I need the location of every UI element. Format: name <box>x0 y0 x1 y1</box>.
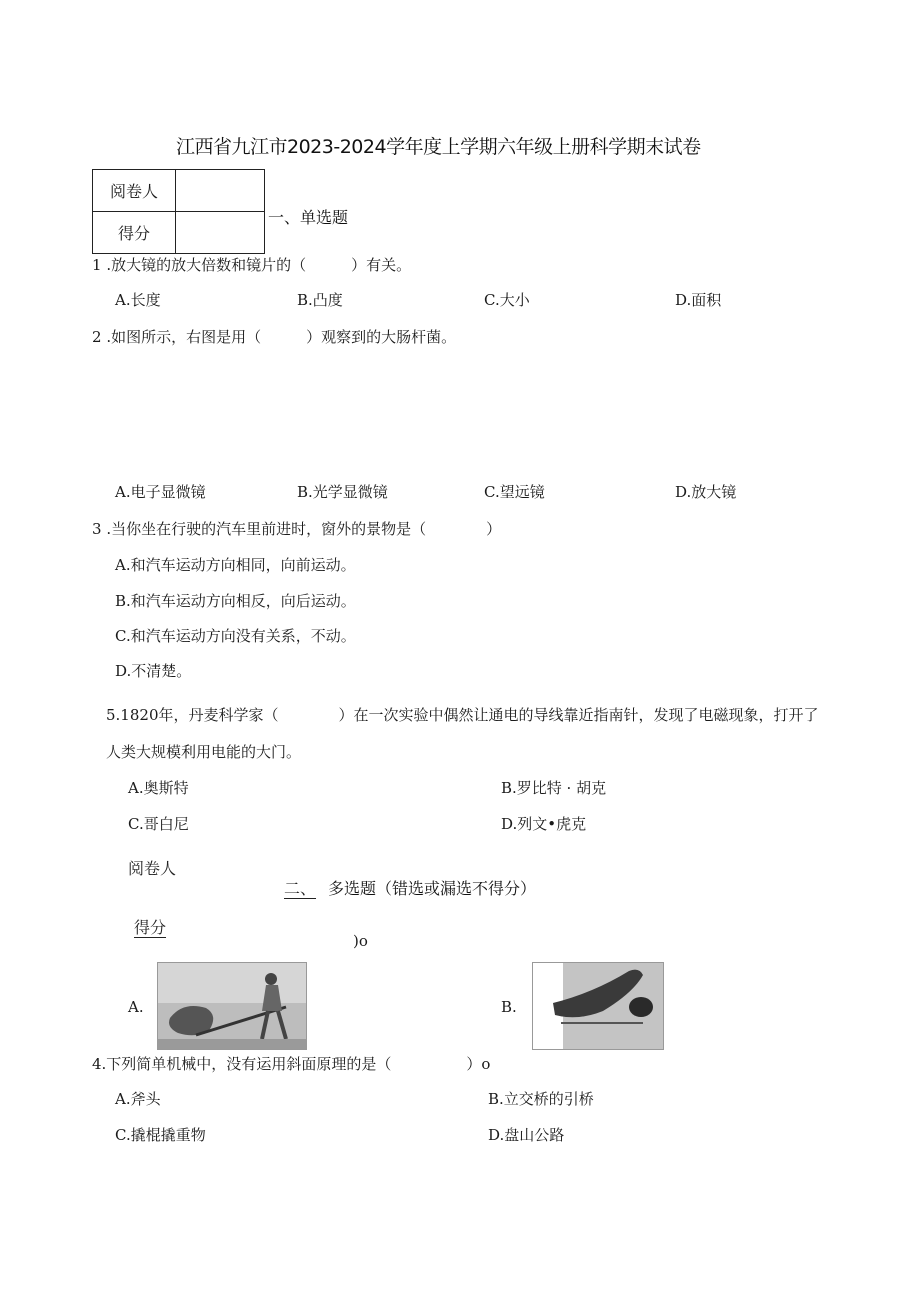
image-option-b-label: B. <box>501 998 517 1016</box>
page-title: 江西省九江市2023-2024学年度上学期六年级上册科学期末试卷 <box>176 136 701 158</box>
q3-option-d: D.不清楚。 <box>115 662 192 680</box>
q4-stem: 4.下列简单机械中，没有运用斜面原理的是（ ）o <box>92 1055 491 1073</box>
q2-option-d: D.放大镜 <box>675 483 737 501</box>
section2-prefix: 二、 <box>284 879 317 898</box>
q5-stem-line2: 人类大规模利用电能的大门。 <box>106 743 302 761</box>
q3-option-c: C.和汽车运动方向没有关系，不动。 <box>115 627 356 645</box>
reviewer-cell <box>176 170 265 212</box>
q5-stem-line1: 5.1820年，丹麦科学家（ ）在一次实验中偶然让通电的导线靠近指南针，发现了电磁现象，打开了 <box>106 706 819 724</box>
q1-option-d: D.面积 <box>675 291 722 309</box>
stapler-photo-icon <box>532 962 664 1050</box>
stapler-drawing <box>533 963 663 1049</box>
q3-number: 3 <box>92 520 102 538</box>
score-table <box>92 169 265 254</box>
q3-text: .当你坐在行驶的汽车里前进时，窗外的景物是（ ） <box>106 520 502 538</box>
q3-stem <box>92 518 501 539</box>
score-label: 得分 <box>93 212 176 254</box>
q3-option-a: A.和汽车运动方向相同，向前运动。 <box>115 556 356 574</box>
q5-option-a: A.奥斯特 <box>128 779 189 797</box>
q1-option-c: C.大小 <box>484 291 530 309</box>
q1-text: .放大镜的放大倍数和镜片的（ ）有关。 <box>106 256 412 274</box>
section2-score-label: 得分 <box>134 918 167 937</box>
q2-stem <box>92 326 456 347</box>
q2-option-a: A.电子显微镜 <box>115 483 206 501</box>
q3-option-b: B.和汽车运动方向相反，向后运动。 <box>115 592 356 610</box>
q2-option-c: C.望远镜 <box>484 483 545 501</box>
q5-option-c: C.哥白尼 <box>128 815 189 833</box>
score-cell <box>176 212 265 254</box>
q5-option-d: D.列文•虎克 <box>501 815 587 833</box>
q2-text: .如图所示，右图是用（ ）观察到的大肠杆菌。 <box>106 328 457 346</box>
q2-number: 2 <box>92 328 102 346</box>
q1-option-b: B.凸度 <box>297 291 343 309</box>
stray-fragment: )o <box>353 932 368 950</box>
section2-heading: 多选题（错选或漏选不得分） <box>328 879 537 898</box>
q2-option-b: B.光学显微镜 <box>297 483 388 501</box>
section1-heading: 一、单选题 <box>268 208 349 227</box>
q4-option-d: D.盘山公路 <box>488 1126 565 1144</box>
q4-option-b: B.立交桥的引桥 <box>488 1090 594 1108</box>
q1-number: 1 <box>92 256 102 274</box>
lever-worker-photo-icon <box>157 962 307 1050</box>
section2-reviewer-label: 阅卷人 <box>128 859 177 878</box>
q1-stem <box>92 254 411 275</box>
lever-worker-drawing <box>158 963 306 1049</box>
q1-option-a: A.长度 <box>115 291 161 309</box>
q4-option-a: A.斧头 <box>115 1090 161 1108</box>
image-option-a-label: A. <box>128 998 144 1016</box>
q4-option-c: C.撬棍撬重物 <box>115 1126 206 1144</box>
reviewer-label: 阅卷人 <box>93 170 176 212</box>
q5-option-b: B.罗比特 · 胡克 <box>501 779 607 797</box>
